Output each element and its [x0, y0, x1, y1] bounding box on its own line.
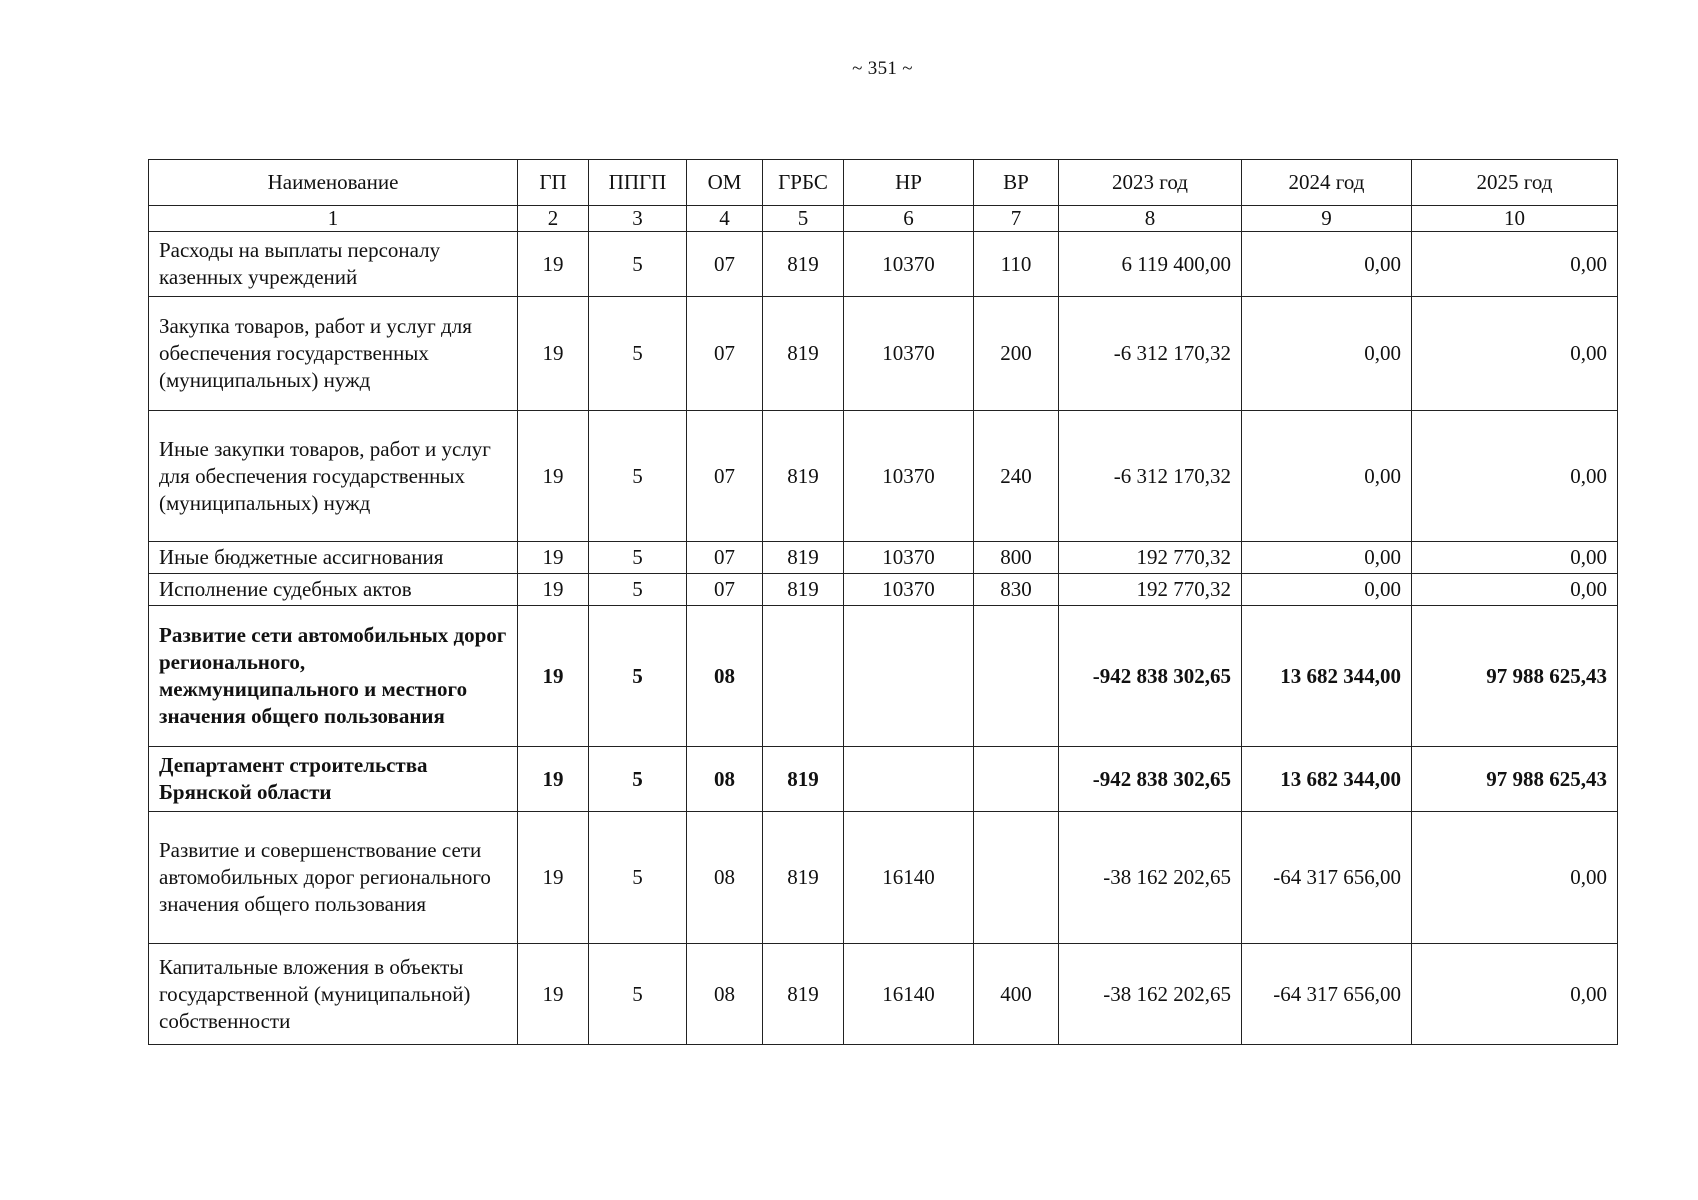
row-gp: 19 — [518, 232, 589, 297]
row-vr — [974, 747, 1059, 812]
row-grbs: 819 — [763, 411, 844, 542]
row-vr: 830 — [974, 574, 1059, 606]
column-number: 1 — [149, 206, 518, 232]
header-gp: ГП — [518, 160, 589, 206]
row-vr: 240 — [974, 411, 1059, 542]
row-name: Развитие и совершенствование сети автомобильных дорог регионального значения общего пользования — [149, 812, 518, 944]
row-ppgp: 5 — [589, 606, 687, 747]
row-om: 08 — [687, 606, 763, 747]
row-nr: 10370 — [844, 297, 974, 411]
row-vr — [974, 812, 1059, 944]
row-name: Развитие сети автомобильных дорог регионального, межмуниципального и местного значения общего пользования — [149, 606, 518, 747]
row-ppgp: 5 — [589, 411, 687, 542]
row-gp: 19 — [518, 411, 589, 542]
row-name: Расходы на выплаты персоналу казенных учреждений — [149, 232, 518, 297]
row-2025: 0,00 — [1412, 574, 1618, 606]
row-ppgp: 5 — [589, 232, 687, 297]
header-name: Наименование — [149, 160, 518, 206]
row-2025: 0,00 — [1412, 297, 1618, 411]
row-2025: 0,00 — [1412, 411, 1618, 542]
row-nr: 16140 — [844, 812, 974, 944]
column-number: 2 — [518, 206, 589, 232]
row-om: 08 — [687, 944, 763, 1045]
row-2025: 97 988 625,43 — [1412, 606, 1618, 747]
budget-table — [148, 159, 1618, 1045]
row-ppgp: 5 — [589, 944, 687, 1045]
row-name: Иные закупки товаров, работ и услуг для обеспечения государственных (муниципальных) нужд — [149, 411, 518, 542]
page-number: ~ 351 ~ — [852, 58, 913, 79]
row-ppgp: 5 — [589, 574, 687, 606]
row-2025: 0,00 — [1412, 542, 1618, 574]
row-2024: 0,00 — [1242, 542, 1412, 574]
row-2023: -942 838 302,65 — [1059, 747, 1242, 812]
table-row — [149, 574, 1618, 606]
column-number: 8 — [1059, 206, 1242, 232]
row-2024: 0,00 — [1242, 297, 1412, 411]
row-2025: 0,00 — [1412, 812, 1618, 944]
row-2025: 0,00 — [1412, 944, 1618, 1045]
row-name: Закупка товаров, работ и услуг для обеспечения государственных (муниципальных) нужд — [149, 297, 518, 411]
row-name: Капитальные вложения в объекты государственной (муниципальной) собственности — [149, 944, 518, 1045]
row-grbs: 819 — [763, 574, 844, 606]
row-2023: -6 312 170,32 — [1059, 411, 1242, 542]
column-number: 5 — [763, 206, 844, 232]
row-gp: 19 — [518, 297, 589, 411]
table-row — [149, 747, 1618, 812]
row-om: 07 — [687, 574, 763, 606]
row-name: Иные бюджетные ассигнования — [149, 542, 518, 574]
row-vr: 110 — [974, 232, 1059, 297]
row-grbs — [763, 606, 844, 747]
row-vr: 200 — [974, 297, 1059, 411]
column-number: 3 — [589, 206, 687, 232]
row-2024: -64 317 656,00 — [1242, 812, 1412, 944]
row-nr — [844, 747, 974, 812]
row-nr: 10370 — [844, 542, 974, 574]
row-gp: 19 — [518, 606, 589, 747]
header-2023: 2023 год — [1059, 160, 1242, 206]
row-om: 07 — [687, 232, 763, 297]
row-om: 07 — [687, 542, 763, 574]
row-2024: 0,00 — [1242, 232, 1412, 297]
row-2025: 0,00 — [1412, 232, 1618, 297]
row-2024: 0,00 — [1242, 574, 1412, 606]
row-vr — [974, 606, 1059, 747]
row-nr: 10370 — [844, 574, 974, 606]
row-2023: -6 312 170,32 — [1059, 297, 1242, 411]
row-ppgp: 5 — [589, 297, 687, 411]
row-grbs: 819 — [763, 297, 844, 411]
row-grbs: 819 — [763, 944, 844, 1045]
row-grbs: 819 — [763, 747, 844, 812]
column-number-row — [149, 206, 1618, 232]
table-row — [149, 297, 1618, 411]
table-row — [149, 606, 1618, 747]
header-2024: 2024 год — [1242, 160, 1412, 206]
table-row — [149, 232, 1618, 297]
row-2024: 0,00 — [1242, 411, 1412, 542]
row-ppgp: 5 — [589, 812, 687, 944]
row-gp: 19 — [518, 574, 589, 606]
row-2023: -38 162 202,65 — [1059, 812, 1242, 944]
row-gp: 19 — [518, 542, 589, 574]
column-number: 10 — [1412, 206, 1618, 232]
row-2023: 192 770,32 — [1059, 574, 1242, 606]
column-number: 9 — [1242, 206, 1412, 232]
row-2023: -942 838 302,65 — [1059, 606, 1242, 747]
row-2024: 13 682 344,00 — [1242, 747, 1412, 812]
row-nr: 16140 — [844, 944, 974, 1045]
row-om: 07 — [687, 411, 763, 542]
row-om: 08 — [687, 747, 763, 812]
row-nr — [844, 606, 974, 747]
row-gp: 19 — [518, 747, 589, 812]
row-name: Департамент строительства Брянской области — [149, 747, 518, 812]
row-vr: 400 — [974, 944, 1059, 1045]
header-ppgp: ППГП — [589, 160, 687, 206]
row-grbs: 819 — [763, 232, 844, 297]
row-om: 08 — [687, 812, 763, 944]
row-om: 07 — [687, 297, 763, 411]
column-number: 7 — [974, 206, 1059, 232]
table-row — [149, 812, 1618, 944]
row-2025: 97 988 625,43 — [1412, 747, 1618, 812]
row-nr: 10370 — [844, 411, 974, 542]
row-2024: 13 682 344,00 — [1242, 606, 1412, 747]
header-nr: НР — [844, 160, 974, 206]
row-2023: 192 770,32 — [1059, 542, 1242, 574]
row-ppgp: 5 — [589, 747, 687, 812]
header-om: ОМ — [687, 160, 763, 206]
table-row — [149, 542, 1618, 574]
header-row — [149, 160, 1618, 206]
header-grbs: ГРБС — [763, 160, 844, 206]
row-2024: -64 317 656,00 — [1242, 944, 1412, 1045]
row-nr: 10370 — [844, 232, 974, 297]
row-vr: 800 — [974, 542, 1059, 574]
row-grbs: 819 — [763, 542, 844, 574]
row-2023: -38 162 202,65 — [1059, 944, 1242, 1045]
table-row — [149, 944, 1618, 1045]
header-vr: ВР — [974, 160, 1059, 206]
row-grbs: 819 — [763, 812, 844, 944]
row-ppgp: 5 — [589, 542, 687, 574]
row-2023: 6 119 400,00 — [1059, 232, 1242, 297]
table-row — [149, 411, 1618, 542]
column-number: 4 — [687, 206, 763, 232]
row-gp: 19 — [518, 812, 589, 944]
row-name: Исполнение судебных актов — [149, 574, 518, 606]
column-number: 6 — [844, 206, 974, 232]
header-2025: 2025 год — [1412, 160, 1618, 206]
row-gp: 19 — [518, 944, 589, 1045]
